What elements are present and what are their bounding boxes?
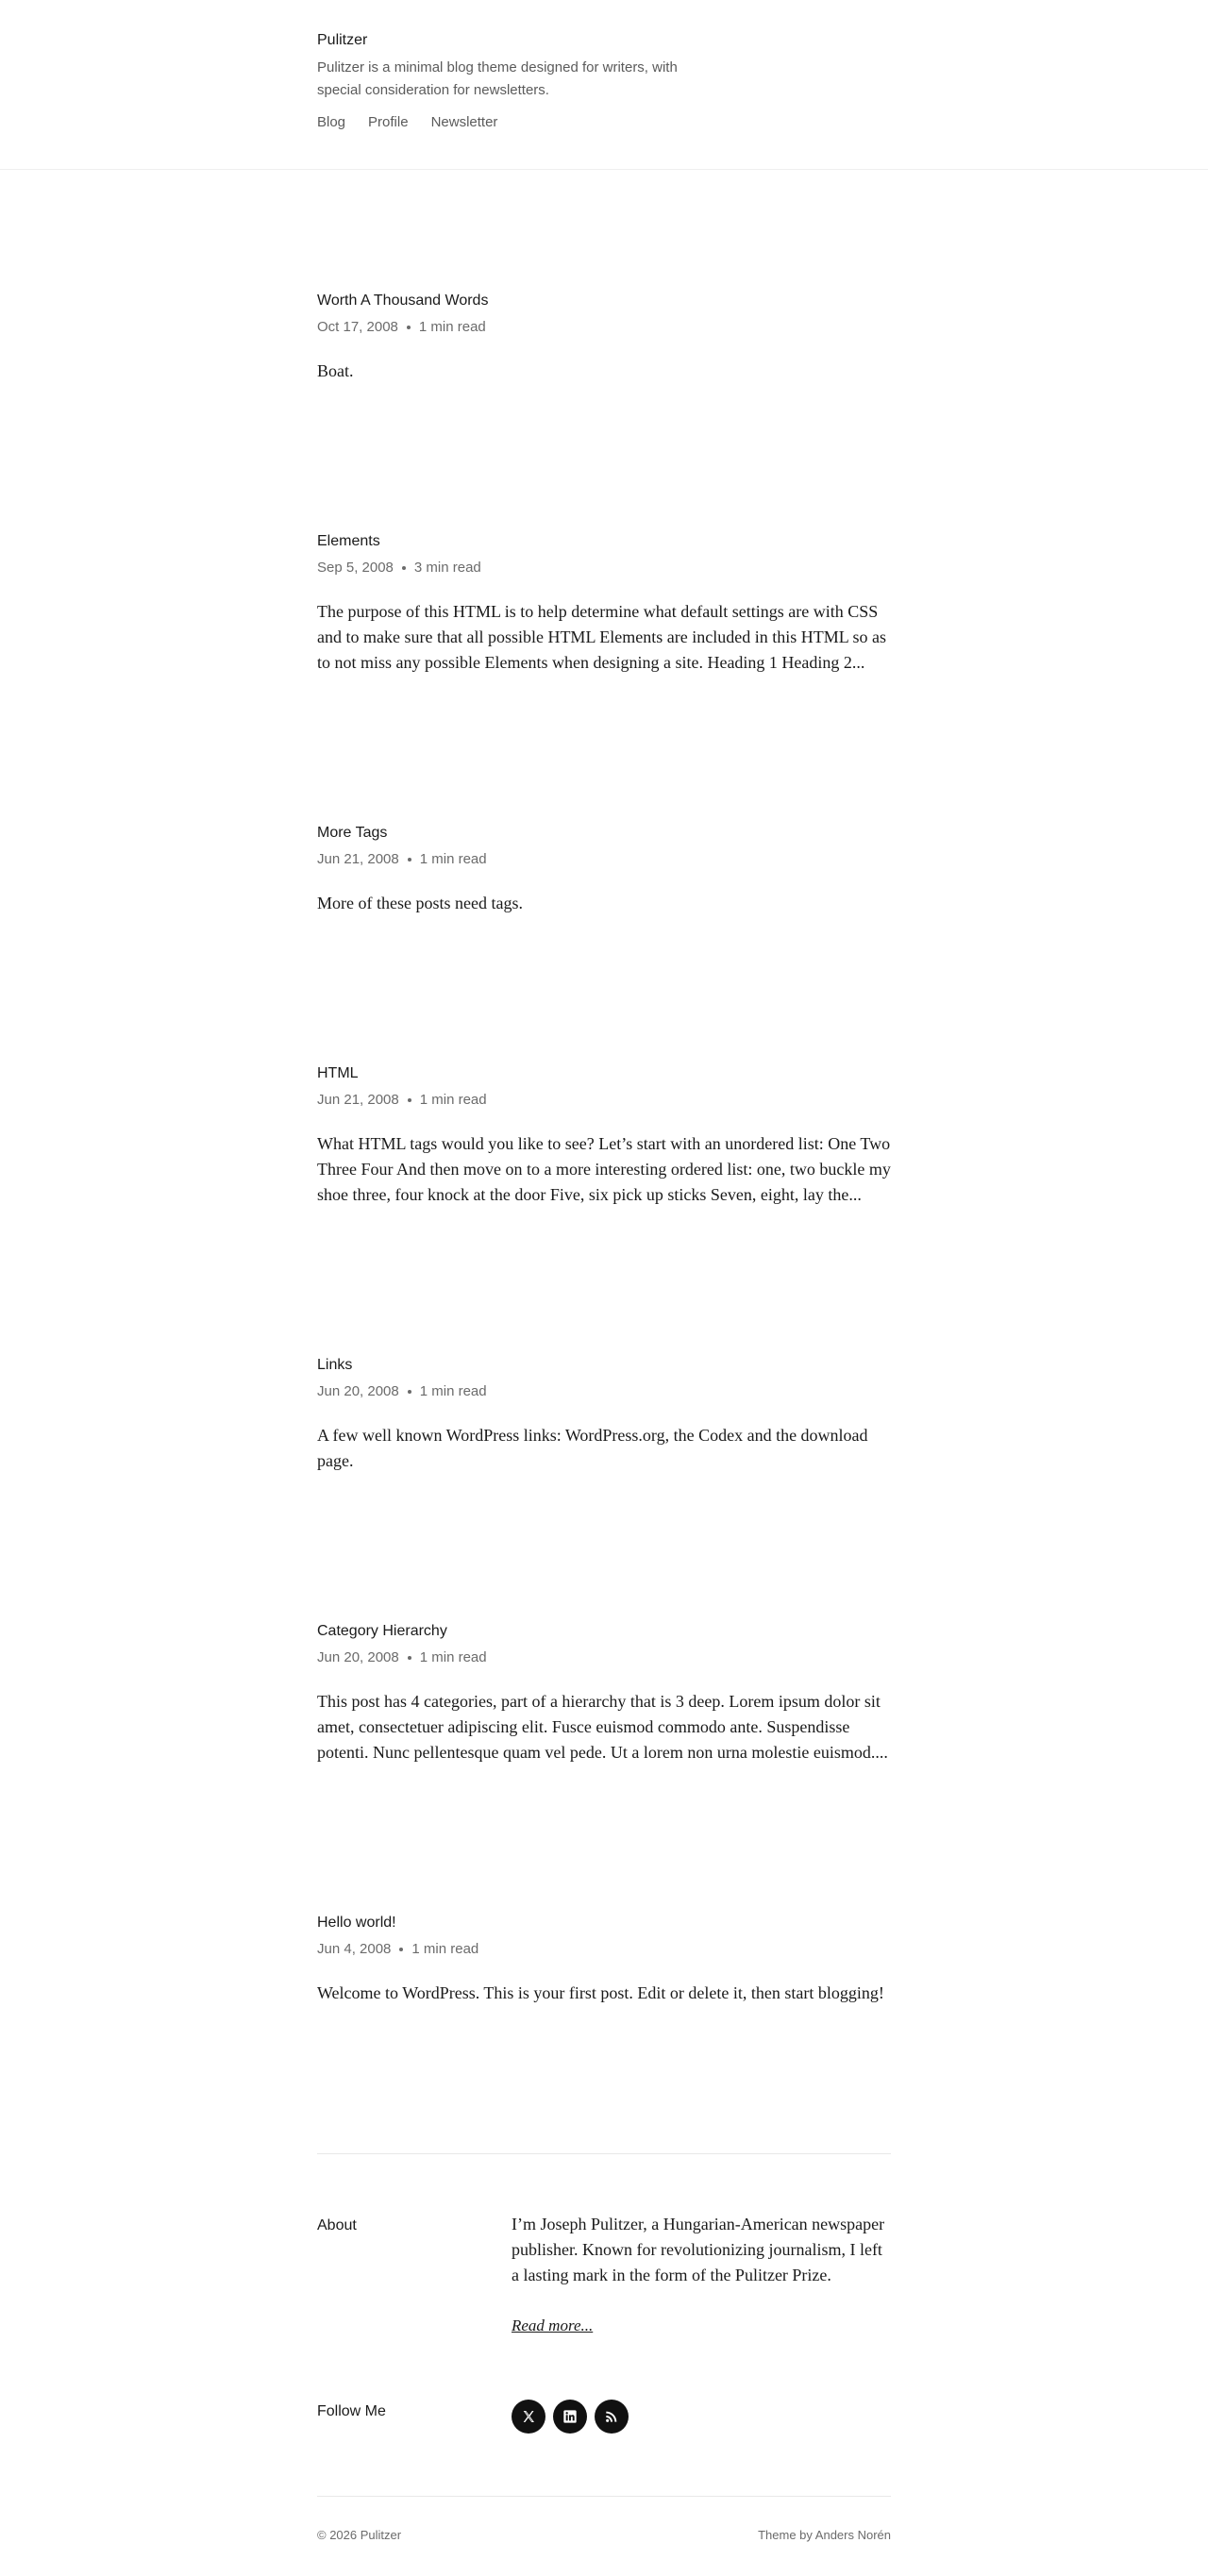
- post-date: Jun 21, 2008: [317, 851, 399, 867]
- post-item: [317, 1064, 891, 1208]
- linkedin-glyph: [562, 2409, 578, 2424]
- nav-item-newsletter[interactable]: Newsletter: [430, 114, 498, 130]
- post-title-link[interactable]: Category Hierarchy: [317, 1623, 447, 1639]
- meta-separator-dot: [408, 1656, 411, 1660]
- theme-credit: [758, 2527, 891, 2544]
- about-label: About: [317, 2217, 357, 2233]
- nav-item-blog[interactable]: Blog: [317, 114, 346, 130]
- meta-separator-dot: [407, 326, 411, 329]
- post-meta: [317, 1091, 891, 1110]
- post-read-time: 1 min read: [418, 319, 486, 335]
- x-glyph: [521, 2409, 536, 2424]
- post-item: [317, 292, 891, 384]
- post-meta: [317, 850, 891, 869]
- post-title-link[interactable]: More Tags: [317, 825, 388, 841]
- follow-label: Follow Me: [317, 2403, 386, 2419]
- main-nav: [317, 113, 713, 132]
- post-excerpt: Boat.: [317, 361, 354, 380]
- rss-glyph: [604, 2409, 619, 2424]
- post-excerpt: This post has 4 categories, part of a hierarchy that is 3 deep. Lorem ipsum dolor sit amet, consectetuer adipiscing elit. Fusce euismod commodo ante. Suspendisse potenti. Nunc pellentesque quam vel pede. Ut a lorem non urna molestie euismod....: [317, 1692, 888, 1762]
- post-excerpt: The purpose of this HTML is to help determine what default settings are with CSS and to make sure that all possible HTML Elements are included in this HTML so as to not miss any possible Elements when designing a site. Heading 1 Heading 2...: [317, 602, 887, 672]
- post-date: Jun 21, 2008: [317, 1092, 399, 1108]
- post-excerpt: A few well known WordPress links: WordPress.org, the Codex and the download page.: [317, 1426, 868, 1470]
- about-text: I’m Joseph Pulitzer, a Hungarian-American newspaper publisher. Known for revolutionizing journalism, I left a lasting mark in the form of the Pulitzer Prize.: [512, 2215, 885, 2284]
- copyright-text: © 2026 Pulitzer: [317, 2528, 402, 2542]
- meta-separator-dot: [408, 1098, 411, 1102]
- post-read-time: 1 min read: [419, 1092, 487, 1108]
- meta-separator-dot: [399, 1948, 403, 1951]
- post-title-link[interactable]: Elements: [317, 533, 380, 549]
- post-title-link[interactable]: Hello world!: [317, 1915, 396, 1931]
- rss-icon[interactable]: [595, 2400, 629, 2434]
- x-icon[interactable]: [512, 2400, 545, 2434]
- linkedin-icon[interactable]: [553, 2400, 587, 2434]
- post-meta: [317, 1940, 891, 1959]
- meta-separator-dot: [408, 1390, 411, 1394]
- meta-separator-dot: [408, 858, 411, 861]
- post-excerpt: More of these posts need tags.: [317, 894, 523, 912]
- meta-separator-dot: [402, 566, 406, 570]
- post-date: Sep 5, 2008: [317, 560, 394, 576]
- post-date: Oct 17, 2008: [317, 319, 398, 335]
- post-item: [317, 532, 891, 676]
- nav-item-profile[interactable]: Profile: [368, 114, 409, 130]
- footer-divider-top: [317, 2153, 891, 2154]
- theme-credit-link[interactable]: Theme by Anders Norén: [758, 2528, 891, 2542]
- post-title-link[interactable]: Worth A Thousand Words: [317, 293, 489, 309]
- post-meta: [317, 559, 891, 577]
- post-meta: [317, 1648, 891, 1667]
- post-item: [317, 1622, 891, 1765]
- post-title-link[interactable]: Links: [317, 1357, 353, 1373]
- post-read-time: 1 min read: [411, 1941, 479, 1957]
- post-meta: [317, 1382, 891, 1401]
- post-item: [317, 824, 891, 916]
- post-read-time: 1 min read: [419, 1383, 487, 1399]
- post-excerpt: Welcome to WordPress. This is your first post. Edit or delete it, then start blogging!: [317, 1983, 884, 2002]
- post-item: [317, 1356, 891, 1474]
- post-meta: [317, 318, 891, 337]
- post-item: [317, 1914, 891, 2006]
- site-title-link[interactable]: Pulitzer: [317, 32, 368, 48]
- site-header: [0, 0, 1208, 170]
- site-description: Pulitzer is a minimal blog theme designed for writers, with special consideration for newsletters.: [317, 59, 678, 98]
- post-read-time: 1 min read: [419, 851, 487, 867]
- post-excerpt: What HTML tags would you like to see? Let’s start with an unordered list: One Two Three Four And then move on to a more interesting ordered list: one, two buckle my shoe three, four knock at the door Five, six pick up sticks Seven, eight, lay the...: [317, 1134, 891, 1204]
- header-inner: [317, 31, 713, 132]
- post-read-time: 1 min read: [419, 1649, 487, 1665]
- post-read-time: 3 min read: [413, 560, 481, 576]
- post-date: Jun 20, 2008: [317, 1383, 399, 1399]
- post-title-link[interactable]: HTML: [317, 1065, 359, 1081]
- read-more-link[interactable]: Read more...: [512, 2317, 594, 2334]
- post-date: Jun 4, 2008: [317, 1941, 392, 1957]
- post-date: Jun 20, 2008: [317, 1649, 399, 1665]
- social-links: [512, 2400, 629, 2434]
- footer-divider-bottom: [317, 2496, 891, 2497]
